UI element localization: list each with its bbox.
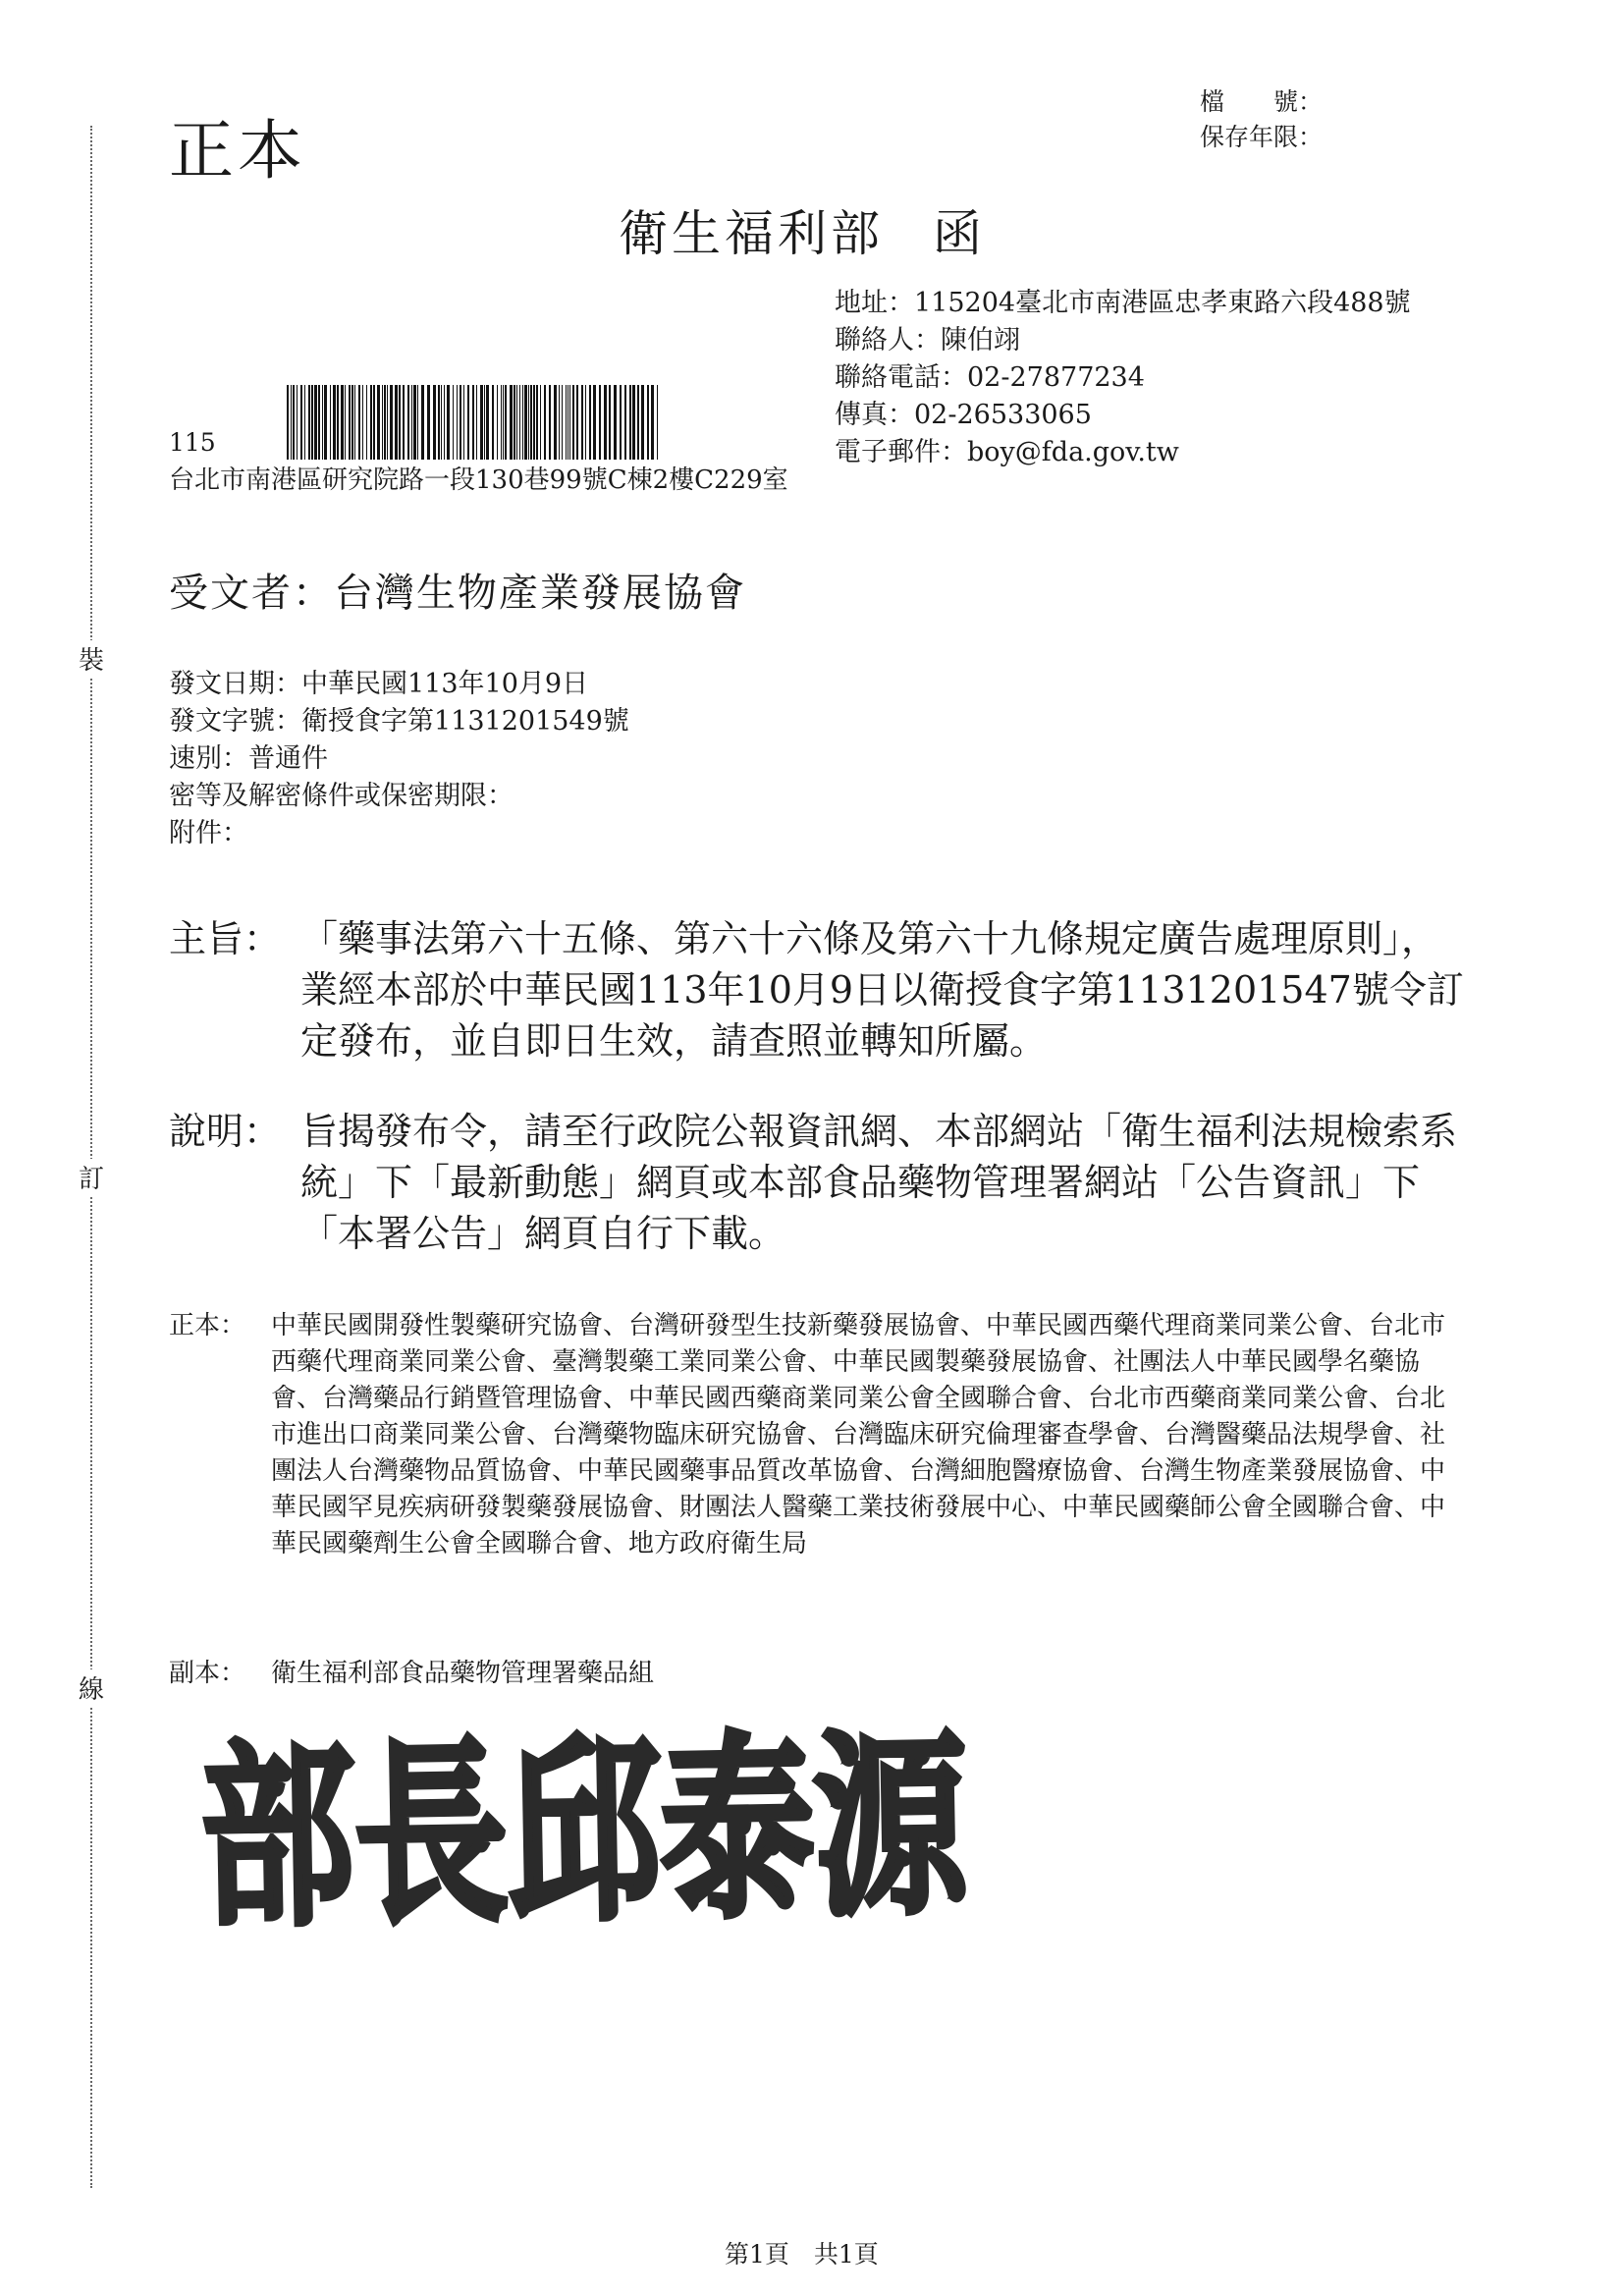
binding-mark-ding: 訂 — [79, 1159, 104, 1195]
page-number: 第1頁 共1頁 — [725, 2240, 879, 2269]
issue-date: 發文日期：中華民國113年10月9日 — [169, 669, 589, 699]
subject-section — [169, 913, 1465, 1066]
document-type: 函 — [933, 205, 986, 262]
original-recipients-text: 中華民國開發性製藥研究協會、台灣研發型生技新藥發展協會、中華民國西藥代理商業同業公會、台北市西藥代理商業同業公會、臺灣製藥工業同業公會、中華民國製藥發展協會、社團法人中華民國學名藥協會、台灣藥品行銷暨管理協會、中華民國西藥商業同業公會全國聯合會、台北市西藥商業同業公會、台北市進出口商業同業公會、台灣藥物臨床研究協會、台灣臨床研究倫理審查學會、台灣醫藥品法規學會、社團法人台灣藥物品質協會、中華民國藥事品質改革協會、台灣細胞醫療協會、台灣生物產業發展協會、中華民國罕見疾病研發製藥發展協會、財團法人醫藥工業技術發展中心、中華民國藥師公會全國聯合會、中華民國藥劑生公會全國聯合會、地方政府衛生局 — [271, 1311, 1446, 1558]
contact-fax: 傳真：02-26533065 — [835, 400, 1092, 430]
retention-label: 保存年限： — [1200, 123, 1324, 151]
description-section — [169, 1106, 1465, 1259]
attachment: 附件： — [169, 818, 248, 848]
barcode-icon — [287, 385, 660, 460]
file-meta — [1200, 84, 1323, 155]
description-label: 說明： — [169, 1110, 282, 1153]
document-number: 發文字號：衛授食字第1131201549號 — [169, 706, 629, 737]
secrecy-level: 密等及解密條件或保密期限： — [169, 781, 514, 811]
document-title — [619, 194, 986, 265]
recipient: 受文者：台灣生物產業發展協會 — [169, 571, 746, 616]
contact-phone: 聯絡電話：02-27877234 — [835, 362, 1145, 393]
contact-person: 聯絡人：陳伯翊 — [835, 325, 1020, 355]
contact-block — [835, 285, 1411, 471]
binding-mark-xian: 線 — [79, 1669, 104, 1706]
contact-email: 電子郵件：boy@fda.gov.tw — [835, 437, 1179, 467]
copy-recipients — [169, 1656, 1445, 1692]
delivery-speed: 速別：普通件 — [169, 743, 328, 774]
signature-title: 部長邱泰源 — [199, 1706, 1186, 1954]
minister-signature — [199, 1699, 1186, 1954]
copy-recipients-text: 衛生福利部食品藥物管理署藥品組 — [271, 1659, 655, 1688]
original-recipients-label: 正本： — [169, 1311, 246, 1340]
description-text: 旨揭發布令，請至行政院公報資訊網、本部網站「衛生福利法規檢索系統」下「最新動態」網頁或本部食品藥物管理署網站「公告資訊」下「本署公告」網頁自行下載。 — [300, 1110, 1458, 1255]
subject-text: 「藥事法第六十五條、第六十六條及第六十九條規定廣告處理原則」，業經本部於中華民國113年10月9日以衛授食字第1131201547號令訂定發布，並自即日生效，請查照並轉知所屬。 — [300, 917, 1464, 1063]
binding-line — [90, 126, 92, 2188]
copy-mark: 正本 — [169, 113, 306, 189]
file-number-label: 檔 號： — [1200, 87, 1324, 116]
recipient-address: 台北市南港區研究院路一段130巷99號C棟2樓C229室 — [169, 465, 788, 495]
document-meta — [169, 666, 629, 852]
recipient-postal-code: 115 — [169, 428, 216, 457]
copy-recipients-label: 副本： — [169, 1659, 246, 1688]
binding-mark-zhuang: 裝 — [79, 640, 104, 677]
subject-label: 主旨： — [169, 917, 282, 960]
contact-address: 地址：115204臺北市南港區忠孝東路六段488號 — [835, 288, 1411, 318]
original-recipients — [169, 1308, 1445, 1562]
agency-name: 衛生福利部 — [619, 205, 884, 262]
